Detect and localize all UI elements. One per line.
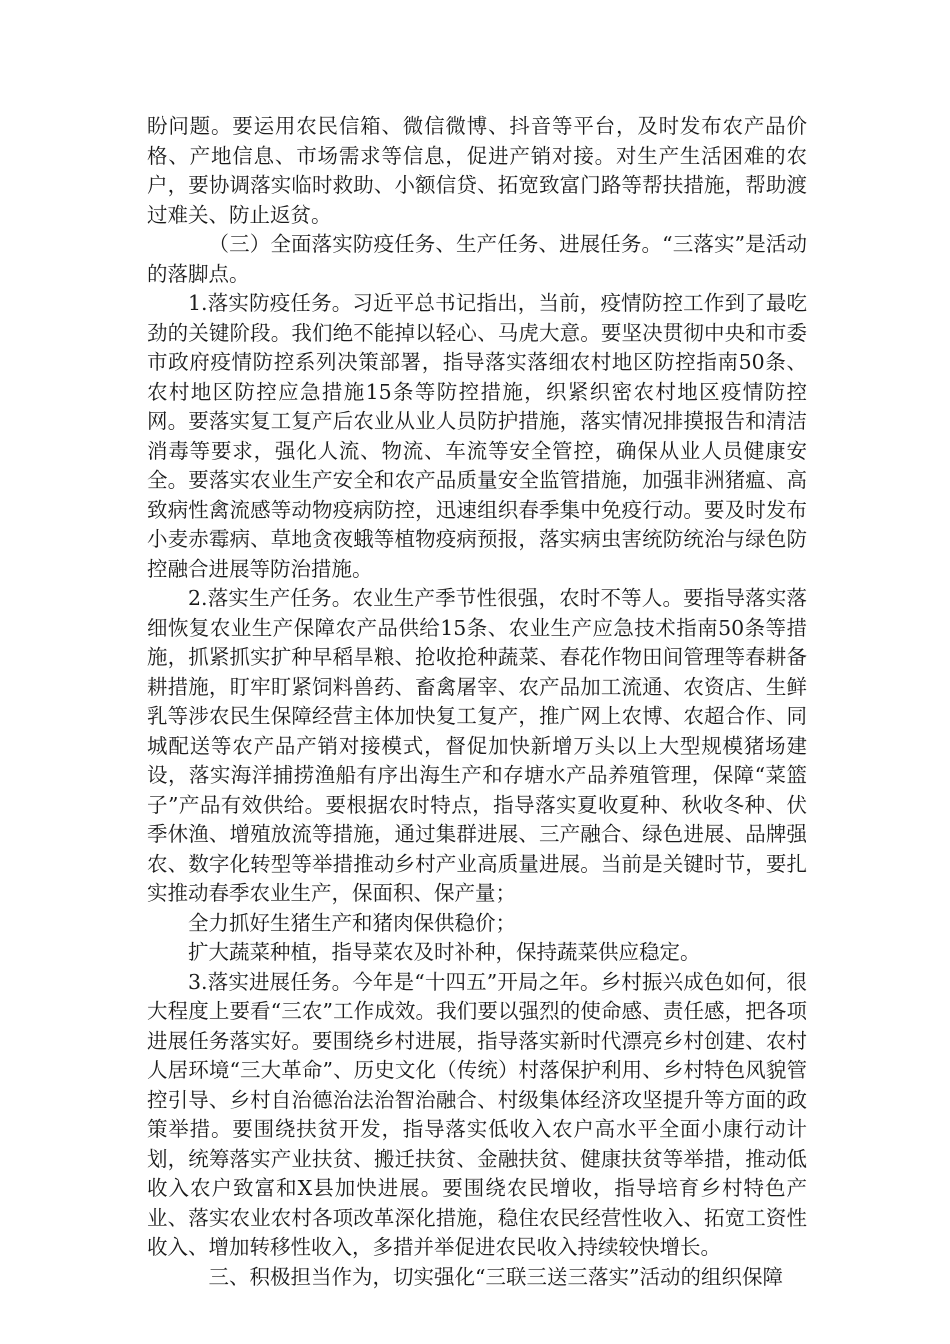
paragraph-continuation: 盼问题。要运用农民信箱、微信微博、抖音等平台，及时发布农产品价格、产地信息、市场需求等信息，促进产销对接。对生产生活困难的农户，要协调落实临时救助、小额信贷、拓宽致富门路等帮扶措施，帮助渡过难关、防止返贫。 — [147, 114, 807, 227]
paragraph-production-task: 2.落实生产任务。农业生产季节性很强，农时不等人。要指导落实落细恢复农业生产保障农产品供给15条、农业生产应急技术指南50条等措施，抓紧抓实扩种早稻旱粮、抢收抢种蔬菜、春花作物田间管理等春耕备耕措施，盯牢盯紧饲料兽药、畜禽屠宰、农产品加工流通、农资店、生鲜乳等涉农民生保障经营主体加快复工复产，推广网上农博、农超合作、同城配送等农产品产销对接模式，督促加快新增万头以上大型规模猪场建设，落实海洋捕捞渔船有序出海生产和存塘水产品养殖管理，保障“菜篮子”产品有效供给。要根据农时特点，指导落实夏收夏种、秋收冬种、伏季休渔、增殖放流等措施，通过集群进展、三产融合、绿色进展、品牌强农、数字化转型等举措推动乡村产业高质量进展。当前是关键时节，要扎实推动春季农业生产，保面积、保产量； — [147, 586, 807, 905]
paragraph-development-task: 3.落实进展任务。今年是“十四五”开局之年。乡村振兴成色如何，很大程度上要看“三农”工作成效。我们要以强烈的使命感、责任感，把各项进展任务落实好。要围绕乡村进展，指导落实新时代漂亮乡村创建、农村人居环境“三大革命”、历史文化（传统）村落保护利用、乡村特色风貌管控引导、乡村自治德治法治智治融合、村级集体经济攻坚提升等方面的政策举措。要围绕扶贫开发，指导落实低收入农户高水平全面小康行动计划，统筹落实产业扶贫、搬迁扶贫、金融扶贫、健康扶贫等举措，推动低收入农户致富和X县加快进展。要围绕农民增收，指导培育乡村特色产业、落实农业农村各项改革深化措施，稳住农民经营性收入、拓宽工资性收入、增加转移性收入，多措并举促进农民收入持续较快增长。 — [147, 969, 807, 1259]
section-heading-three: 三、积极担当作为，切实强化“三联三送三落实”活动的组织保障 — [208, 1264, 783, 1289]
paragraph-vegetable-supply: 扩大蔬菜种植，指导菜农及时补种，保持蔬菜供应稳定。 — [188, 940, 701, 964]
paragraph-epidemic-task: 1.落实防疫任务。习近平总书记指出，当前，疫情防控工作到了最吃劲的关键阶段。我们绝不能掉以轻心、马虎大意。要坚决贯彻中央和市委市政府疫情防控系列决策部署，指导落实落细农村地区防控指南50条、农村地区防控应急措施15条等防控措施，织紧织密农村地区疫情防控网。要落实复工复产后农业从业人员防护措施，落实情况排摸报告和清洁消毒等要求，强化人流、物流、车流等安全管控，确保从业人员健康安全。要落实农业生产安全和农产品质量安全监管措施，加强非洲猪瘟、高致病性禽流感等动物疫病防控，迅速组织春季集中免疫行动。要及时发布小麦赤霉病、草地贪夜蛾等植物疫病预报，落实病虫害统防统治与绿色防控融合进展等防治措施。 — [147, 291, 807, 581]
document-body — [147, 112, 807, 1292]
paragraph-pig-supply: 全力抓好生猪生产和猪肉保供稳价； — [188, 910, 516, 935]
section-heading-3: （三）全面落实防疫任务、生产任务、进展任务。“三落实”是活动的落脚点。 — [147, 232, 807, 286]
